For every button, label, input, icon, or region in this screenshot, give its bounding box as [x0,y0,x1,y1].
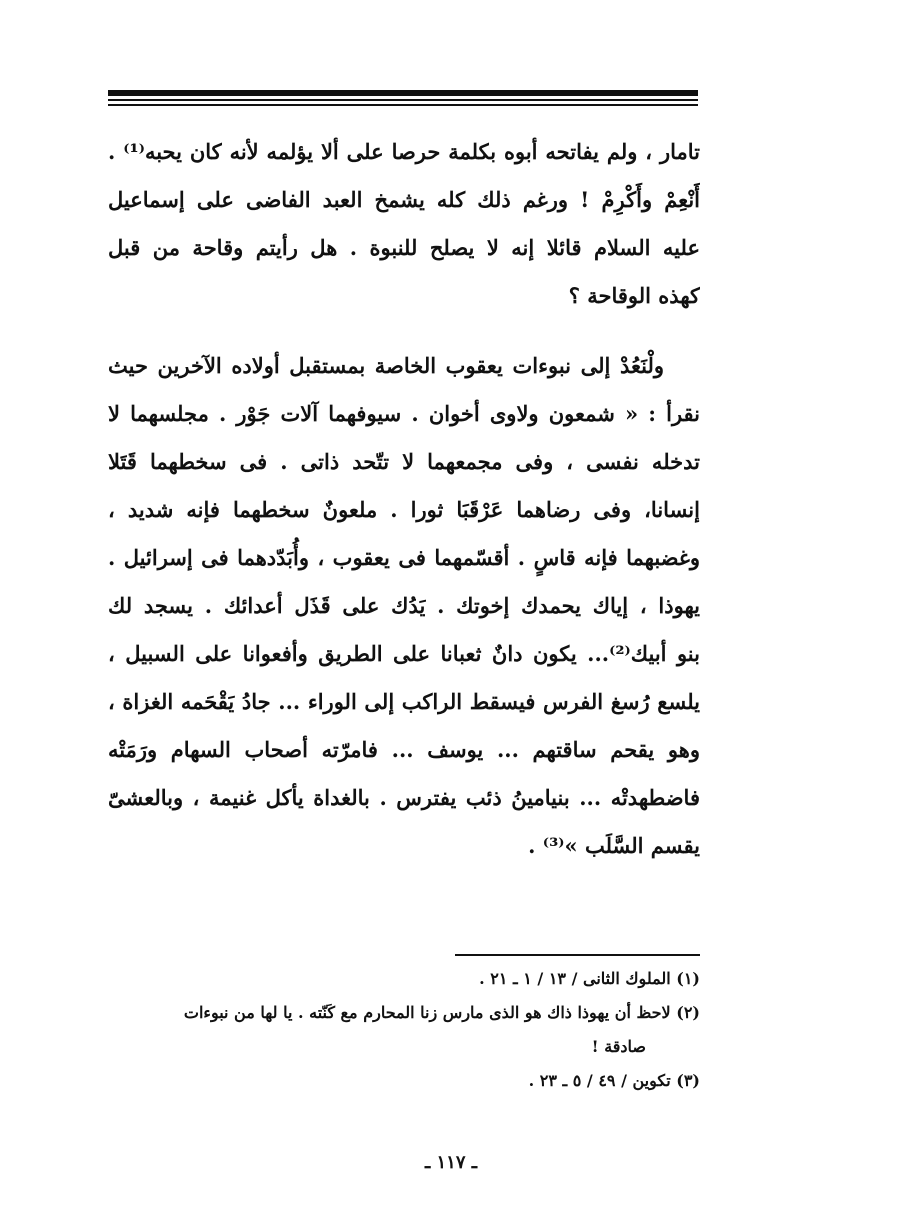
footnote-2: (٢) لاحظ أن يهوذا ذاك هو الذى مارس زنا المحارم مع كَنّته . يا لها من نبوءات [183,1003,700,1022]
footnotes [108,962,700,1098]
paragraph-gap [108,320,700,342]
text-line: فاضطهدتْه ... بنيامينُ ذئب يفترس . بالغداة يأكل غنيمة ، وبالعشىّ [108,785,700,810]
text-line: تدخله نفسى ، وفى مجمعهما لا تتّحد ذاتى . فى سخطهما قَتَلا [108,449,700,474]
header-rule-thin [108,99,698,101]
body-text [108,128,700,870]
text-line: أَنْعِمْ وأَكْرِمْ ! ورغم ذلك كله يشمخ العبد الفاضى على إسماعيل [108,187,700,212]
footnote-2-continuation: صادقة ! [591,1037,646,1056]
footnote-1: (١) الملوك الثانى / ١٣ / ١ ـ ٢١ . [479,969,700,988]
text-line: وغضبهما فإنه قاسٍ . أقسّمهما فى يعقوب ، وأُبَدّدهما فى إسرائيل . [108,545,700,570]
page-number: ـ ١١٧ ـ [424,1152,478,1173]
text-line: كهذه الوقاحة ؟ [568,283,700,308]
text-line: إنسانا، وفى رضاهما عَرْقَبَا ثورا . ملعونٌ سخطهما فإنه شديد ، [108,497,700,522]
text-line: بنو أبيك⁽²⁾... يكون دانٌ ثعبانا على الطريق وأفعوانا على السبيل ، [108,641,700,666]
text-line: يهوذا ، إياك يحمدك إخوتك . يَدُك على قَذَل أعدائك . يسجد لك [108,593,700,618]
header-rule-thin [108,104,698,106]
text-line: تامار ، ولم يفاتحه أبوه بكلمة حرصا على ألا يؤلمه لأنه كان يحبه⁽¹⁾ . [108,139,700,164]
text-line: ولْنَعُدْ إلى نبوءات يعقوب الخاصة بمستقبل أولاده الآخرين حيث [108,353,664,378]
text-line: نقرأ : « شمعون ولاوى أخوان . سيوفهما آلات جَوْر . مجلسهما لا [108,401,700,426]
text-line: يلسع رُسغ الفرس فيسقط الراكب إلى الوراء ... جادُ يَقْحَمه الغزاة ، [108,689,700,714]
text-line: وهو يقحم ساقتهم ... يوسف ... فامرّته أصحاب السهام ورَمَتْه [108,737,700,762]
footnote-3: (٣) تكوين / ٤٩ / ٥ ـ ٢٣ . [528,1071,700,1090]
text-line: عليه السلام قائلا إنه لا يصلح للنبوة . هل رأيتم وقاحة من قبل [108,235,700,260]
text-line: يقسم السَّلَب »⁽³⁾ . [528,833,700,858]
footnote-divider [455,954,700,956]
header-rule-thick [108,90,698,96]
